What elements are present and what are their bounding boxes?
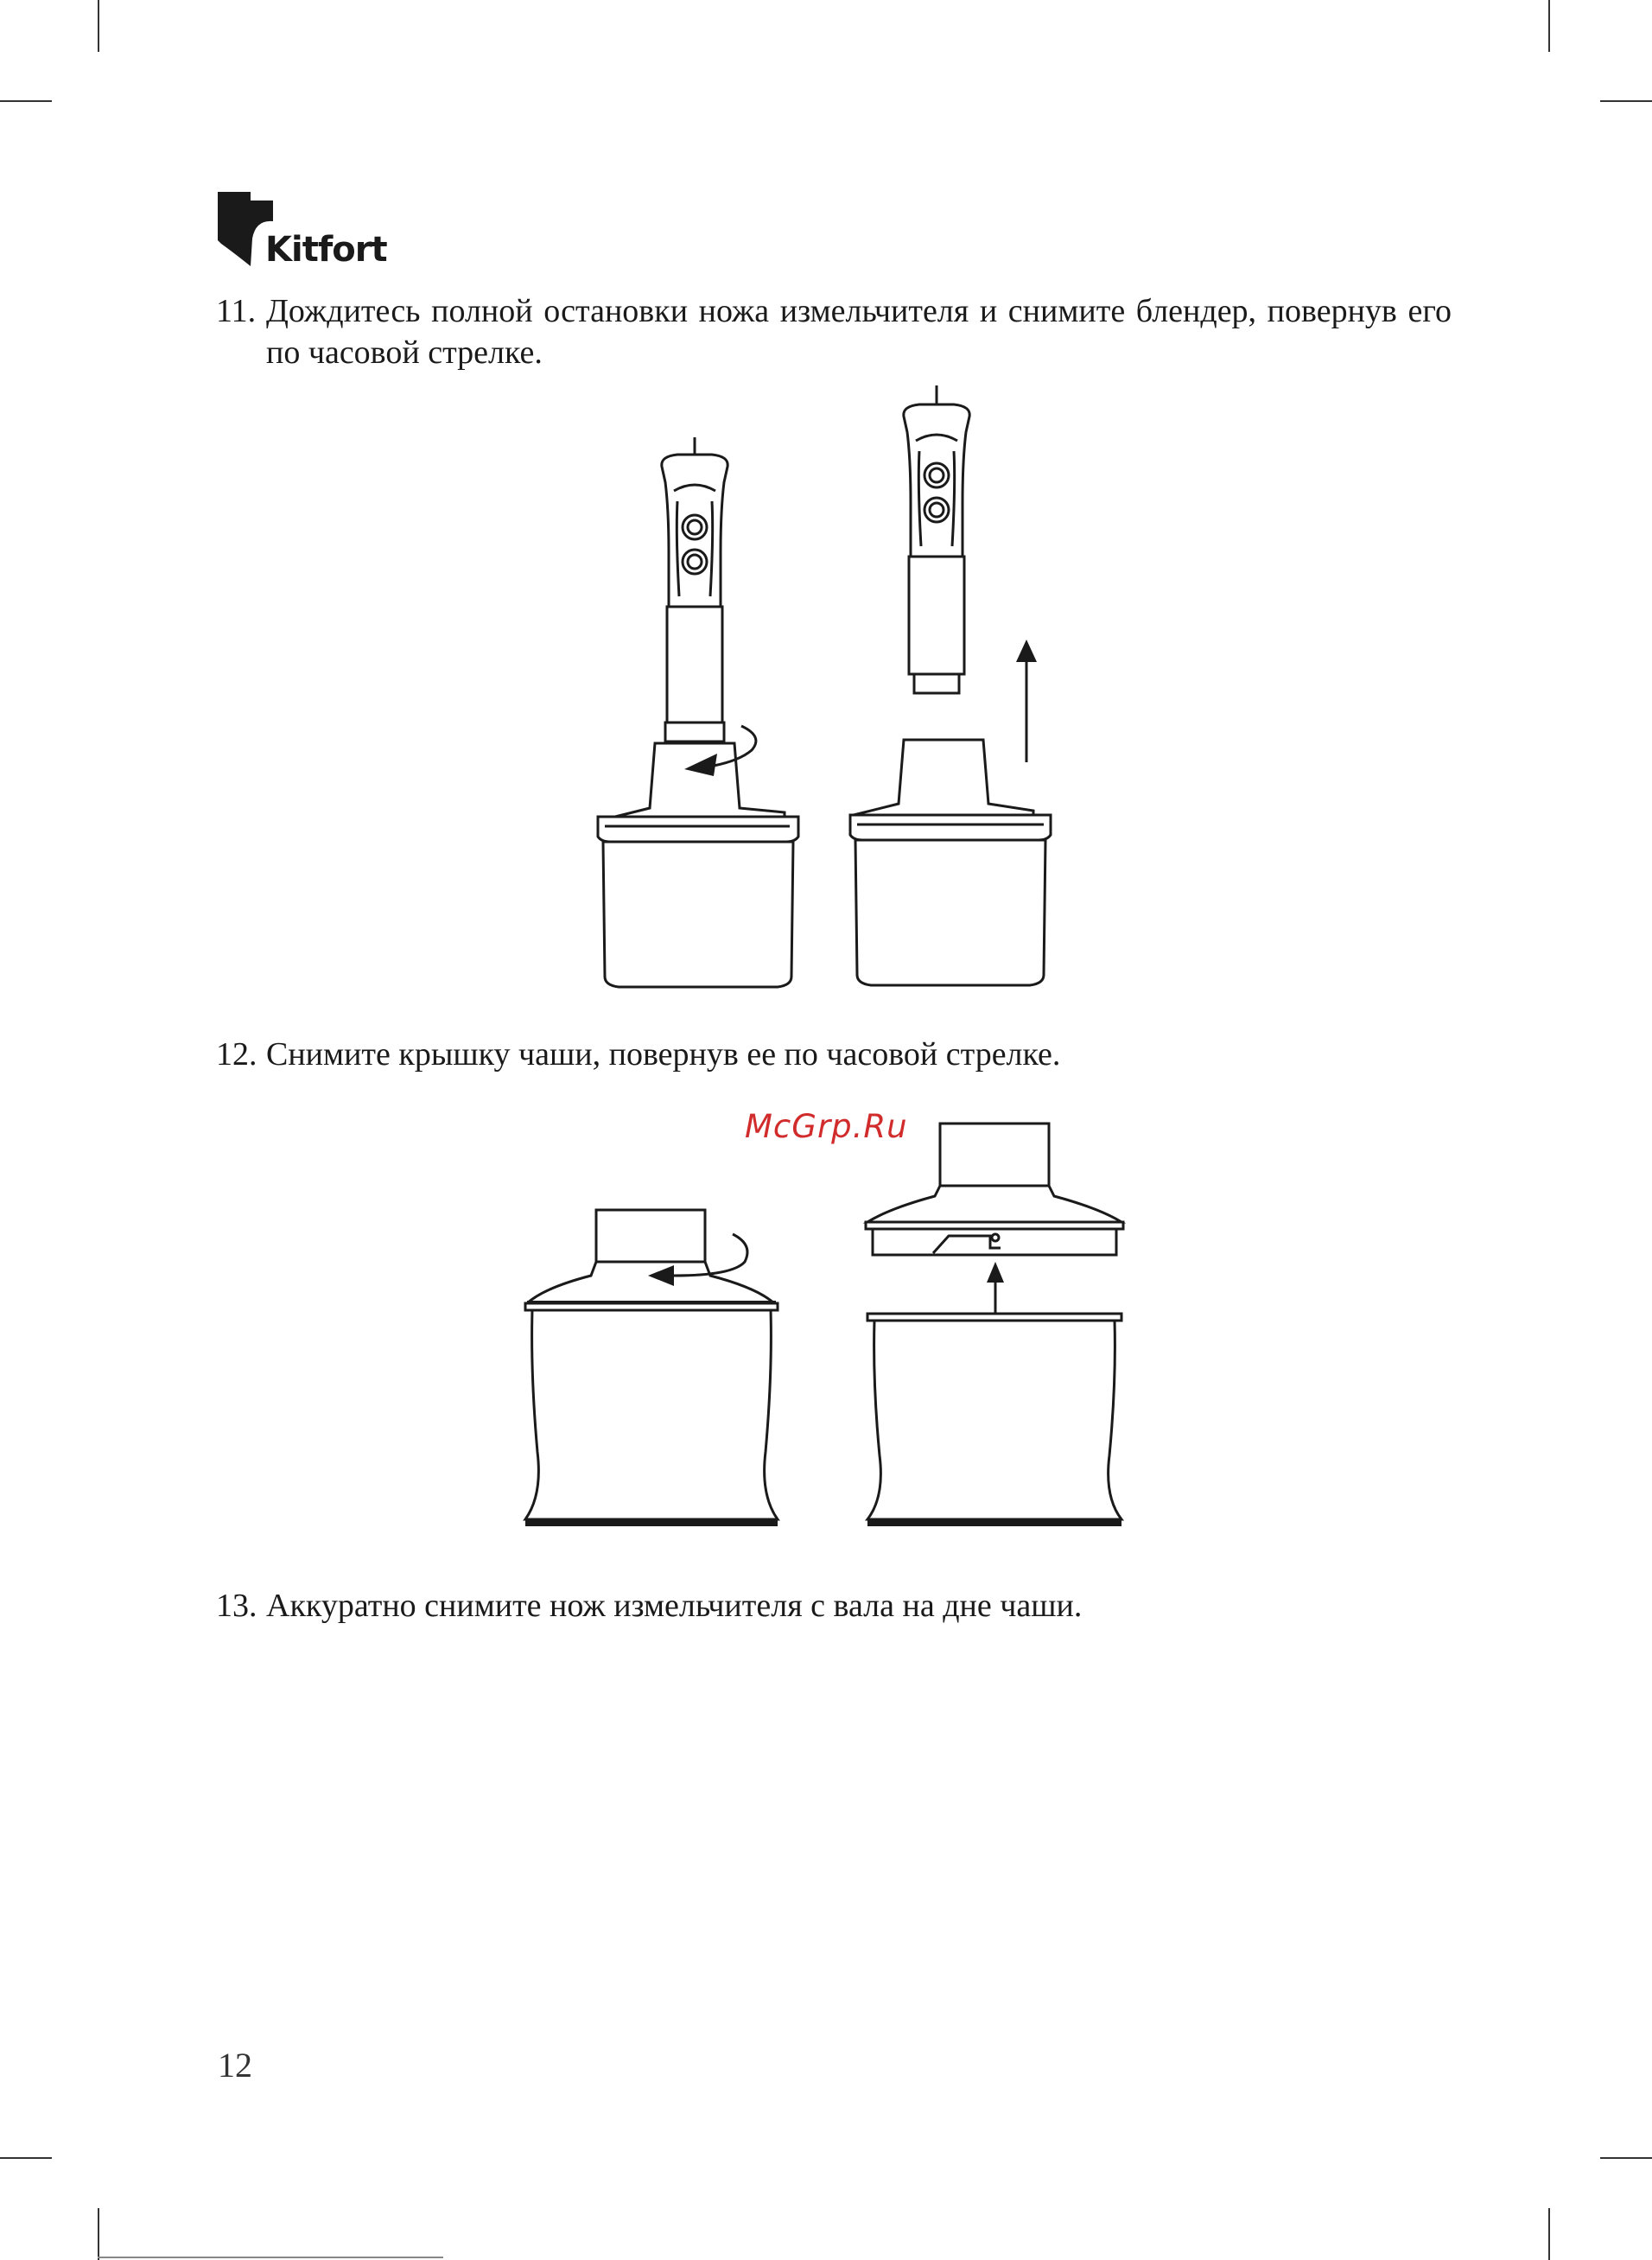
bowl-open: [867, 1314, 1121, 1526]
step-text: Аккуратно снимите нож измельчителя с вала на дне чаши.: [266, 1588, 1083, 1624]
instruction-step-11: [216, 290, 1460, 377]
instruction-step-13: [216, 1585, 1460, 1628]
crop-mark: [0, 2157, 52, 2159]
crop-mark: [1548, 0, 1550, 52]
step-text: Дождитесь полной остановки ножа измельчителя и снимите блендер, повернув его по часовой стрелке.: [266, 293, 1452, 371]
brand-name: Kitfort: [265, 230, 387, 270]
blender-attached: [598, 437, 798, 987]
illustration-remove-lid: [510, 1106, 1149, 1556]
crop-mark: [0, 100, 52, 102]
illustration-detach-blender: [570, 380, 1089, 1003]
instruction-step-12: [216, 1034, 1460, 1077]
crop-mark: [98, 2208, 99, 2260]
crop-mark: [1548, 2208, 1550, 2260]
step-text: Снимите крышку чаши, повернув ее по часовой стрелке.: [266, 1036, 1061, 1073]
step-number: 11.: [216, 293, 257, 329]
crop-mark: [1600, 100, 1652, 102]
step-number: 13.: [216, 1588, 257, 1624]
page-number: 12: [218, 2046, 252, 2085]
crop-mark: [98, 0, 99, 52]
watermark: McGrp.Ru: [745, 1108, 908, 1145]
step-number: 12.: [216, 1036, 257, 1073]
lid-lifted: [866, 1124, 1123, 1322]
crop-mark: [98, 2257, 443, 2258]
brand-logo: [216, 190, 389, 277]
bowl-with-lid: [525, 1210, 778, 1526]
crop-mark: [1600, 2157, 1652, 2159]
blender-detached: [850, 385, 1051, 985]
